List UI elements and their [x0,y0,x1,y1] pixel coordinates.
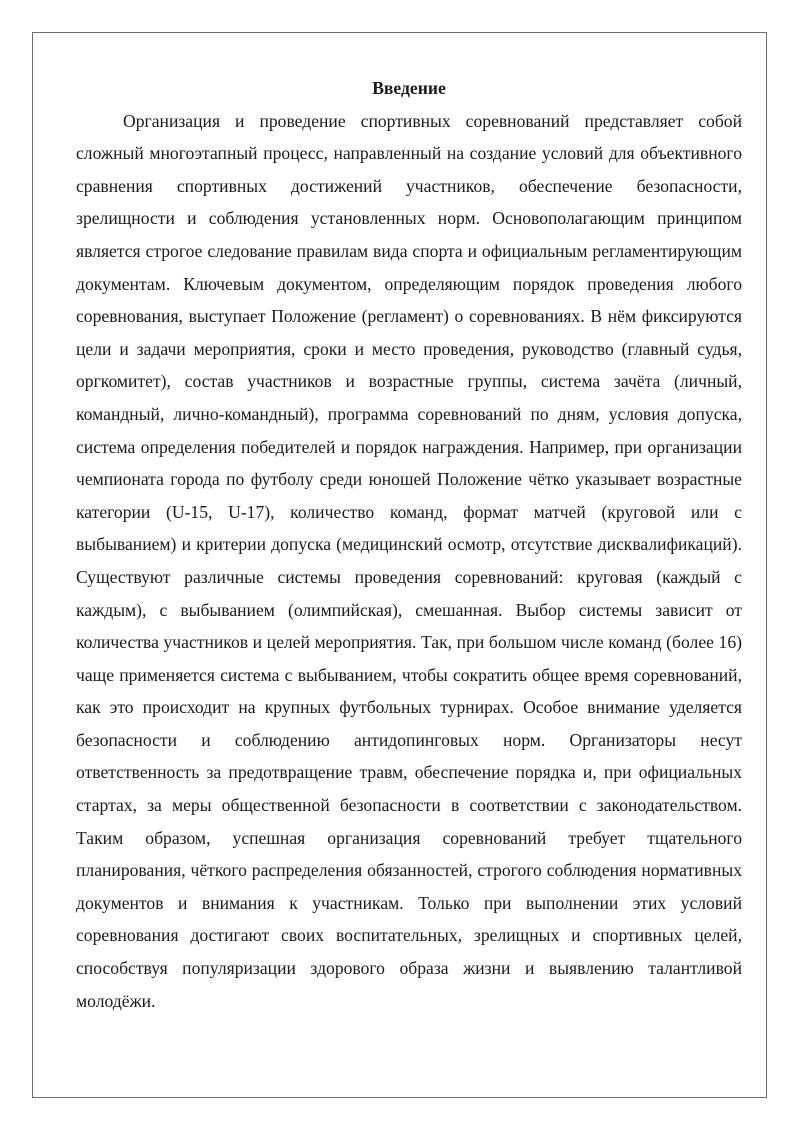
document-paragraph: Организация и проведение спортивных соревнований представляет собой сложный многоэтапный процесс, направленный на создание условий для объективного сравнения спортивных достижений участников, обеспечение безопасности, зрелищности и соблюдения установленных норм. Основополагающим принципом является строгое следование правилам вида спорта и официальным регламентирующим документам. Ключевым документом, определяющим порядок проведения любого соревнования, выступает Положение (регламент) о соревнованиях. В нём фиксируются цели и задачи мероприятия, сроки и место проведения, руководство (главный судья, оргкомитет), состав участников и возрастные группы, система зачёта (личный, командный, лично-командный), программа соревнований по дням, условия допуска, система определения победителей и порядок награждения. Например, при организации чемпионата города по футболу среди юношей Положение чётко указывает возрастные категории (U-15, U-17), количество команд, формат матчей (круговой или с выбыванием) и критерии допуска (медицинский осмотр, отсутствие дисквалификаций). Существуют различные системы проведения соревнований: круговая (каждый с каждым), с выбыванием (олимпийская), смешанная. Выбор системы зависит от количества участников и целей мероприятия. Так, при большом числе команд (более 16) чаще применяется система с выбыванием, чтобы сократить общее время соревнований, как это происходит на крупных футбольных турнирах. Особое внимание уделяется безопасности и соблюдению антидопинговых норм. Организаторы несут ответственность за предотвращение травм, обеспечение порядка и, при официальных стартах, за меры общественной безопасности в соответствии с законодательством. Таким образом, успешная организация соревнований требует тщательного планирования, чёткого распределения обязанностей, строгого соблюдения нормативных документов и внимания к участникам. Только при выполнении этих условий соревнования достигают своих воспитательных, зрелищных и спортивных целей, способствуя популяризации здорового образа жизни и выявлению талантливой молодёжи. [76,110,742,1011]
document-heading: Введение [372,78,446,98]
document-body [76,72,742,1017]
